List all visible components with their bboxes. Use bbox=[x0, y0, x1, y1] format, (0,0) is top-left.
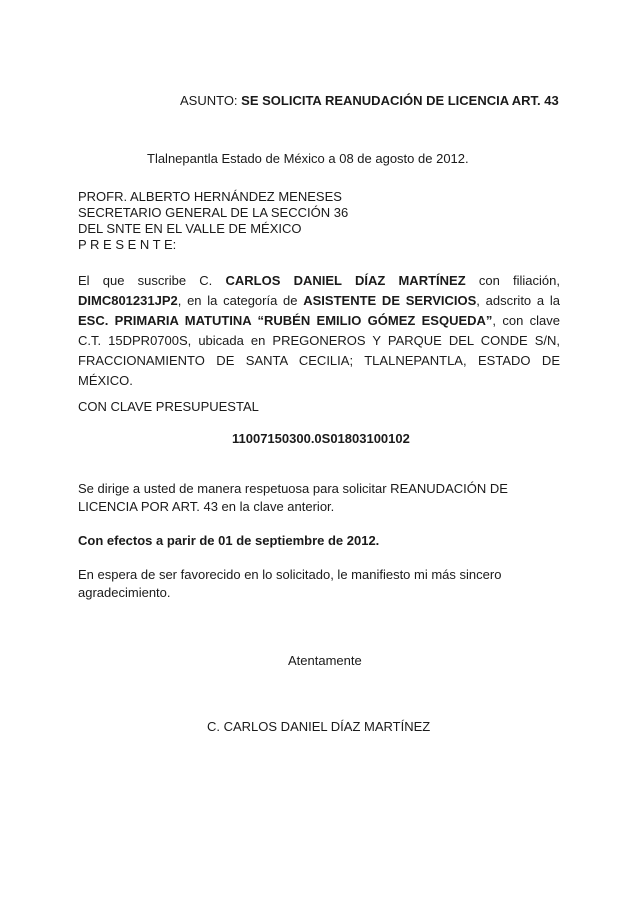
body-line-2 bbox=[78, 292, 560, 309]
effective-date bbox=[78, 532, 379, 549]
addressee-title: SECRETARIO GENERAL DE LA SECCIÓN 36 bbox=[78, 205, 349, 220]
clave-value-text: 11007150300.0S01803100102 bbox=[232, 431, 410, 446]
applicant-rfc: DIMC801231JP2 bbox=[78, 293, 178, 308]
addressee-name: PROFR. ALBERTO HERNÁNDEZ MENESES bbox=[78, 189, 342, 204]
addressee-org: DEL SNTE EN EL VALLE DE MÉXICO bbox=[78, 221, 302, 236]
body-line-3 bbox=[78, 312, 560, 329]
body-text: , en la categoría de bbox=[177, 293, 298, 308]
body-line-5: FRACCIONAMIENTO DE SANTA CECILIA; TLALNEPANTLA, ESTADO DE bbox=[78, 353, 560, 368]
clave-value bbox=[232, 430, 410, 447]
effective-date-text: Con efectos a parir de 01 de septiembre de 2012. bbox=[78, 533, 380, 548]
presente-label: P R E S E N T E: bbox=[78, 237, 177, 252]
subject-text: SE SOLICITA REANUDACIÓN DE LICENCIA ART. 43 bbox=[241, 93, 559, 108]
body-line-4: C.T. 15DPR0700S, ubicada en PREGONEROS Y PARQUE DEL CONDE S/N, bbox=[78, 333, 560, 348]
body-line-6: MÉXICO. bbox=[78, 373, 133, 388]
body-text: , con clave bbox=[492, 313, 560, 328]
clave-label: CON CLAVE PRESUPUESTAL bbox=[78, 399, 259, 414]
closing-line-1: En espera de ser favorecido en lo solicitado, le manifiesto mi más sincero bbox=[78, 567, 502, 582]
applicant-name: CARLOS DANIEL DÍAZ MARTÍNEZ bbox=[225, 273, 466, 288]
subject-label: ASUNTO: bbox=[180, 93, 242, 108]
closing-line-2: agradecimiento. bbox=[78, 585, 171, 600]
school-name: ESC. PRIMARIA MATUTINA “RUBÉN EMILIO GÓMEZ ESQUEDA” bbox=[78, 313, 493, 328]
subject-line bbox=[180, 92, 559, 109]
body-line-1 bbox=[78, 272, 560, 289]
request-line-1: Se dirige a usted de manera respetuosa para solicitar REANUDACIÓN DE bbox=[78, 481, 508, 496]
place-date: Tlalnepantla Estado de México a 08 de agosto de 2012. bbox=[147, 151, 469, 166]
request-line-2: LICENCIA POR ART. 43 en la clave anterior. bbox=[78, 499, 335, 514]
body-text: El que suscribe C. bbox=[78, 273, 213, 288]
signature-name: C. CARLOS DANIEL DÍAZ MARTÍNEZ bbox=[207, 719, 431, 734]
body-text: con filiación, bbox=[478, 273, 560, 288]
salutation: Atentamente bbox=[288, 653, 362, 668]
body-text: , adscrito a la bbox=[476, 293, 560, 308]
applicant-category: ASISTENTE DE SERVICIOS bbox=[303, 293, 477, 308]
